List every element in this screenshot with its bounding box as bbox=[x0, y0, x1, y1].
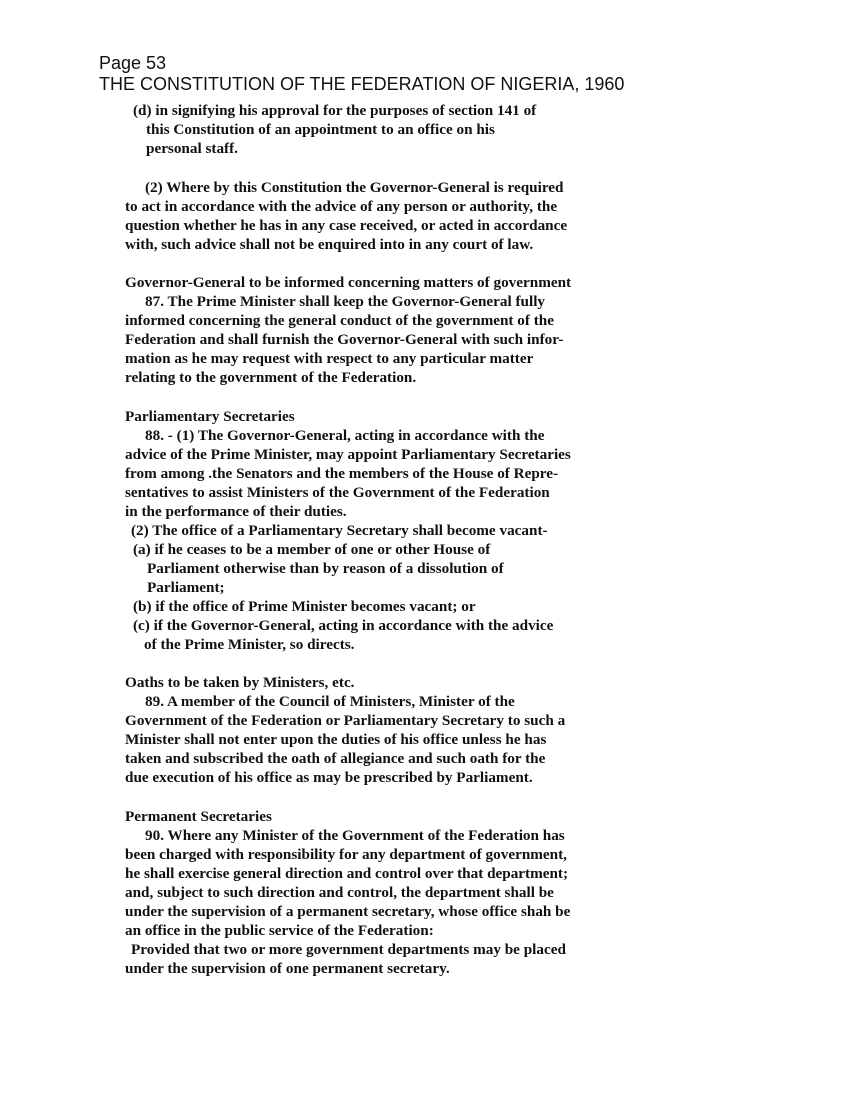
section-heading: Permanent Secretaries bbox=[125, 808, 272, 825]
text-line: (b) if the office of Prime Minister becomes vacant; or bbox=[133, 598, 476, 615]
text-line: in the performance of their duties. bbox=[125, 503, 347, 520]
text-line: taken and subscribed the oath of allegiance and such oath for the bbox=[125, 750, 546, 767]
text-line: Government of the Federation or Parliamentary Secretary to such a bbox=[125, 712, 566, 729]
text-line: and, subject to such direction and control, the department shall be bbox=[125, 884, 554, 901]
text-line: (c) if the Governor-General, acting in accordance with the advice bbox=[133, 617, 554, 634]
text-line: under the supervision of a permanent secretary, whose office shah be bbox=[125, 903, 571, 920]
document-title: THE CONSTITUTION OF THE FEDERATION OF NIGERIA, 1960 bbox=[99, 74, 625, 94]
text-line: Minister shall not enter upon the duties of his office unless he has bbox=[125, 731, 547, 748]
section-heading: Oaths to be taken by Ministers, etc. bbox=[125, 674, 355, 691]
text-line: from among .the Senators and the members of the House of Repre- bbox=[125, 465, 559, 482]
text-line: question whether he has in any case received, or acted in accordance bbox=[125, 217, 568, 234]
page-number: Page 53 bbox=[99, 53, 167, 73]
text-line: 89. A member of the Council of Ministers, Minister of the bbox=[145, 693, 515, 710]
text-line: due execution of his office as may be prescribed by Parliament. bbox=[125, 769, 533, 786]
text-line: mation as he may request with respect to any particular matter bbox=[125, 350, 534, 367]
text-line: under the supervision of one permanent secretary. bbox=[125, 960, 450, 977]
text-line: (a) if he ceases to be a member of one or other House of bbox=[133, 541, 491, 558]
text-line: 90. Where any Minister of the Government of the Federation has bbox=[145, 827, 565, 844]
text-line: Parliament otherwise than by reason of a dissolution of bbox=[147, 560, 504, 577]
text-line: sentatives to assist Ministers of the Government of the Federation bbox=[125, 484, 550, 501]
text-line: (d) in signifying his approval for the purposes of section 141 of bbox=[133, 102, 537, 119]
text-line: Parliament; bbox=[147, 579, 225, 596]
text-line: 87. The Prime Minister shall keep the Governor-General fully bbox=[145, 293, 546, 310]
text-line: this Constitution of an appointment to an office on his bbox=[146, 121, 495, 138]
text-line: Provided that two or more government departments may be placed bbox=[131, 941, 566, 958]
text-line: of the Prime Minister, so directs. bbox=[144, 636, 355, 653]
text-line: with, such advice shall not be enquired into in any court of law. bbox=[125, 236, 534, 253]
text-line: relating to the government of the Federation. bbox=[125, 369, 417, 386]
text-line: an office in the public service of the Federation: bbox=[125, 922, 434, 939]
text-line: to act in accordance with the advice of any person or authority, the bbox=[125, 198, 558, 215]
section-heading: Governor-General to be informed concerning matters of government bbox=[125, 274, 572, 291]
text-line: (2) Where by this Constitution the Governor-General is required bbox=[145, 179, 564, 196]
text-line: he shall exercise general direction and control over that department; bbox=[125, 865, 569, 882]
text-line: informed concerning the general conduct of the government of the bbox=[125, 312, 554, 329]
text-line: Federation and shall furnish the Governor-General with such infor- bbox=[125, 331, 564, 348]
text-line: 88. - (1) The Governor-General, acting in accordance with the bbox=[145, 427, 545, 444]
section-heading: Parliamentary Secretaries bbox=[125, 408, 295, 425]
text-line: (2) The office of a Parliamentary Secretary shall become vacant- bbox=[131, 522, 548, 539]
text-line: been charged with responsibility for any department of government, bbox=[125, 846, 567, 863]
text-line: personal staff. bbox=[146, 140, 238, 157]
text-line: advice of the Prime Minister, may appoint Parliamentary Secretaries bbox=[125, 446, 571, 463]
